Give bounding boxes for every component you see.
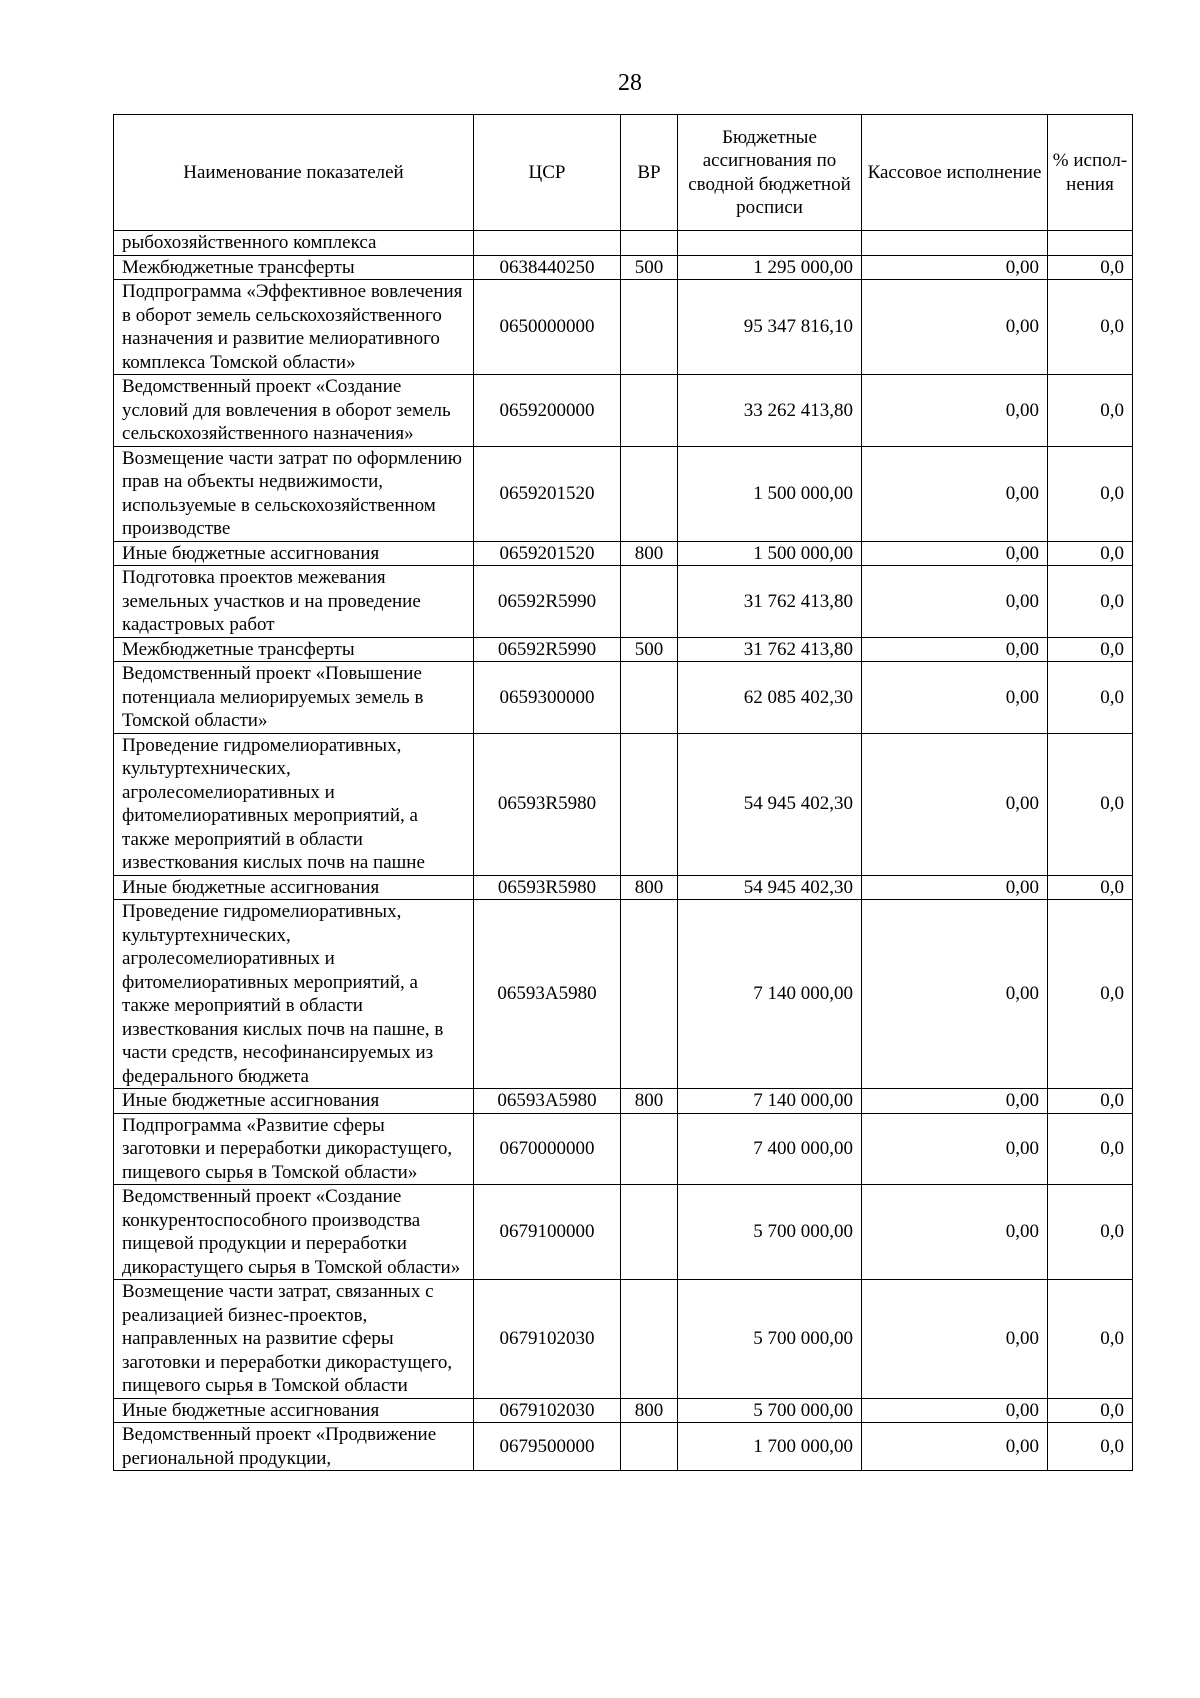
table-header-row [114,115,1133,231]
cell-name: Межбюджетные трансферты [114,637,474,662]
cell-cash: 0,00 [862,446,1048,541]
cell-cash: 0,00 [862,566,1048,638]
cell-name: Подготовка проектов межевания земельных участков и на проведение кадастровых работ [114,566,474,638]
cell-assignment: 54 945 402,30 [678,875,862,900]
table-row [114,733,1133,875]
cell-assignment: 5 700 000,00 [678,1398,862,1423]
cell-cash [862,231,1048,256]
cell-csr: 06593R5980 [474,733,621,875]
cell-csr: 0670000000 [474,1113,621,1185]
header-csr: ЦСР [474,115,621,231]
cell-cash: 0,00 [862,1423,1048,1471]
table-row [114,1423,1133,1471]
header-vr: ВР [621,115,678,231]
cell-cash: 0,00 [862,637,1048,662]
cell-csr: 0659201520 [474,446,621,541]
cell-name: Ведомственный проект «Продвижение региональной продукции, [114,1423,474,1471]
cell-name: Иные бюджетные ассигнования [114,1398,474,1423]
cell-vr [621,1280,678,1399]
cell-csr: 0679102030 [474,1280,621,1399]
cell-name: Иные бюджетные ассигнования [114,1089,474,1114]
cell-cash: 0,00 [862,375,1048,447]
table-row [114,900,1133,1089]
table-row [114,375,1133,447]
table-row [114,255,1133,280]
cell-name: Ведомственный проект «Повышение потенциала мелиорируемых земель в Томской области» [114,662,474,734]
cell-vr: 800 [621,541,678,566]
cell-csr: 0659201520 [474,541,621,566]
cell-percent: 0,0 [1048,280,1133,375]
cell-percent: 0,0 [1048,1113,1133,1185]
cell-vr: 800 [621,1089,678,1114]
cell-assignment: 62 085 402,30 [678,662,862,734]
cell-vr [621,662,678,734]
cell-name: Ведомственный проект «Создание конкурентоспособного производства пищевой продукции и переработки дикорастущего сырья в Томской области» [114,1185,474,1280]
cell-csr: 0659200000 [474,375,621,447]
cell-cash: 0,00 [862,1185,1048,1280]
cell-name: Межбюджетные трансферты [114,255,474,280]
cell-vr: 800 [621,1398,678,1423]
cell-assignment: 54 945 402,30 [678,733,862,875]
cell-csr: 06592R5990 [474,637,621,662]
table-row [114,662,1133,734]
cell-vr [621,280,678,375]
table-row [114,1185,1133,1280]
cell-vr [621,733,678,875]
cell-csr: 0650000000 [474,280,621,375]
cell-name: Ведомственный проект «Создание условий для вовлечения в оборот земель сельскохозяйственного назначения» [114,375,474,447]
header-cash-execution: Кассовое исполнение [862,115,1048,231]
cell-csr: 0679100000 [474,1185,621,1280]
cell-percent: 0,0 [1048,541,1133,566]
cell-name: Подпрограмма «Развитие сферы заготовки и переработки дикорастущего, пищевого сырья в Томской области» [114,1113,474,1185]
cell-vr [621,1185,678,1280]
cell-cash: 0,00 [862,662,1048,734]
cell-cash: 0,00 [862,255,1048,280]
cell-vr [621,566,678,638]
cell-cash: 0,00 [862,1089,1048,1114]
cell-percent: 0,0 [1048,733,1133,875]
cell-assignment: 1 295 000,00 [678,255,862,280]
cell-percent [1048,231,1133,256]
cell-name: Подпрограмма «Эффективное вовлечения в оборот земель сельскохозяйственного назначения и развитие мелиоративного комплекса Томской области» [114,280,474,375]
cell-assignment: 5 700 000,00 [678,1280,862,1399]
cell-name: Проведение гидромелиоративных, культуртехнических, агролесомелиоративных и фитомелиоративных мероприятий, а также мероприятий в области известкования кислых почв на пашне, в части средств, несофинансируемых из федерального бюджета [114,900,474,1089]
cell-assignment: 1 700 000,00 [678,1423,862,1471]
cell-percent: 0,0 [1048,1089,1133,1114]
cell-percent: 0,0 [1048,662,1133,734]
cell-vr [621,375,678,447]
cell-percent: 0,0 [1048,375,1133,447]
table-row [114,1398,1133,1423]
cell-assignment: 7 140 000,00 [678,1089,862,1114]
cell-percent: 0,0 [1048,566,1133,638]
cell-csr: 0638440250 [474,255,621,280]
header-percent-execution: % испол-нения [1048,115,1133,231]
cell-assignment: 7 400 000,00 [678,1113,862,1185]
cell-vr [621,231,678,256]
cell-assignment: 7 140 000,00 [678,900,862,1089]
table-row [114,541,1133,566]
cell-csr: 06592R5990 [474,566,621,638]
table-row [114,566,1133,638]
cell-vr [621,900,678,1089]
budget-table [113,114,1133,1471]
cell-csr: 06593A5980 [474,900,621,1089]
cell-assignment: 95 347 816,10 [678,280,862,375]
cell-name: Возмещение части затрат, связанных с реализацией бизнес-проектов, направленных на развитие сферы заготовки и переработки дикорастущего, пищевого сырья в Томской области [114,1280,474,1399]
cell-cash: 0,00 [862,1398,1048,1423]
cell-percent: 0,0 [1048,1423,1133,1471]
cell-csr: 06593R5980 [474,875,621,900]
header-name: Наименование показателей [114,115,474,231]
cell-name: Иные бюджетные ассигнования [114,875,474,900]
cell-percent: 0,0 [1048,446,1133,541]
cell-assignment: 1 500 000,00 [678,541,862,566]
cell-assignment: 31 762 413,80 [678,566,862,638]
table-row [114,231,1133,256]
cell-csr: 06593A5980 [474,1089,621,1114]
cell-name: рыбохозяйственного комплекса [114,231,474,256]
cell-cash: 0,00 [862,541,1048,566]
table-row [114,637,1133,662]
cell-assignment: 5 700 000,00 [678,1185,862,1280]
table-row [114,1089,1133,1114]
table-row [114,446,1133,541]
cell-vr: 500 [621,637,678,662]
cell-assignment [678,231,862,256]
cell-csr: 0679102030 [474,1398,621,1423]
page-number: 28 [618,70,642,96]
cell-cash: 0,00 [862,1113,1048,1185]
cell-percent: 0,0 [1048,1185,1133,1280]
cell-percent: 0,0 [1048,255,1133,280]
cell-name: Проведение гидромелиоративных, культуртехнических, агролесомелиоративных и фитомелиоративных мероприятий, а также мероприятий в области известкования кислых почв на пашне [114,733,474,875]
cell-percent: 0,0 [1048,1398,1133,1423]
table-row [114,1113,1133,1185]
cell-cash: 0,00 [862,733,1048,875]
cell-vr [621,1423,678,1471]
cell-assignment: 33 262 413,80 [678,375,862,447]
cell-csr: 0659300000 [474,662,621,734]
cell-name: Возмещение части затрат по оформлению прав на объекты недвижимости, используемые в сельскохозяйственном производстве [114,446,474,541]
cell-assignment: 1 500 000,00 [678,446,862,541]
cell-name: Иные бюджетные ассигнования [114,541,474,566]
table-row [114,280,1133,375]
cell-percent: 0,0 [1048,1280,1133,1399]
cell-vr: 500 [621,255,678,280]
cell-percent: 0,0 [1048,637,1133,662]
cell-assignment: 31 762 413,80 [678,637,862,662]
table-row [114,875,1133,900]
table-row [114,1280,1133,1399]
cell-cash: 0,00 [862,900,1048,1089]
cell-percent: 0,0 [1048,900,1133,1089]
cell-cash: 0,00 [862,1280,1048,1399]
header-assignments: Бюджетные ассигнования по сводной бюджетной росписи [678,115,862,231]
cell-csr: 0679500000 [474,1423,621,1471]
cell-cash: 0,00 [862,875,1048,900]
cell-vr: 800 [621,875,678,900]
cell-percent: 0,0 [1048,875,1133,900]
cell-cash: 0,00 [862,280,1048,375]
cell-vr [621,446,678,541]
cell-vr [621,1113,678,1185]
cell-csr [474,231,621,256]
